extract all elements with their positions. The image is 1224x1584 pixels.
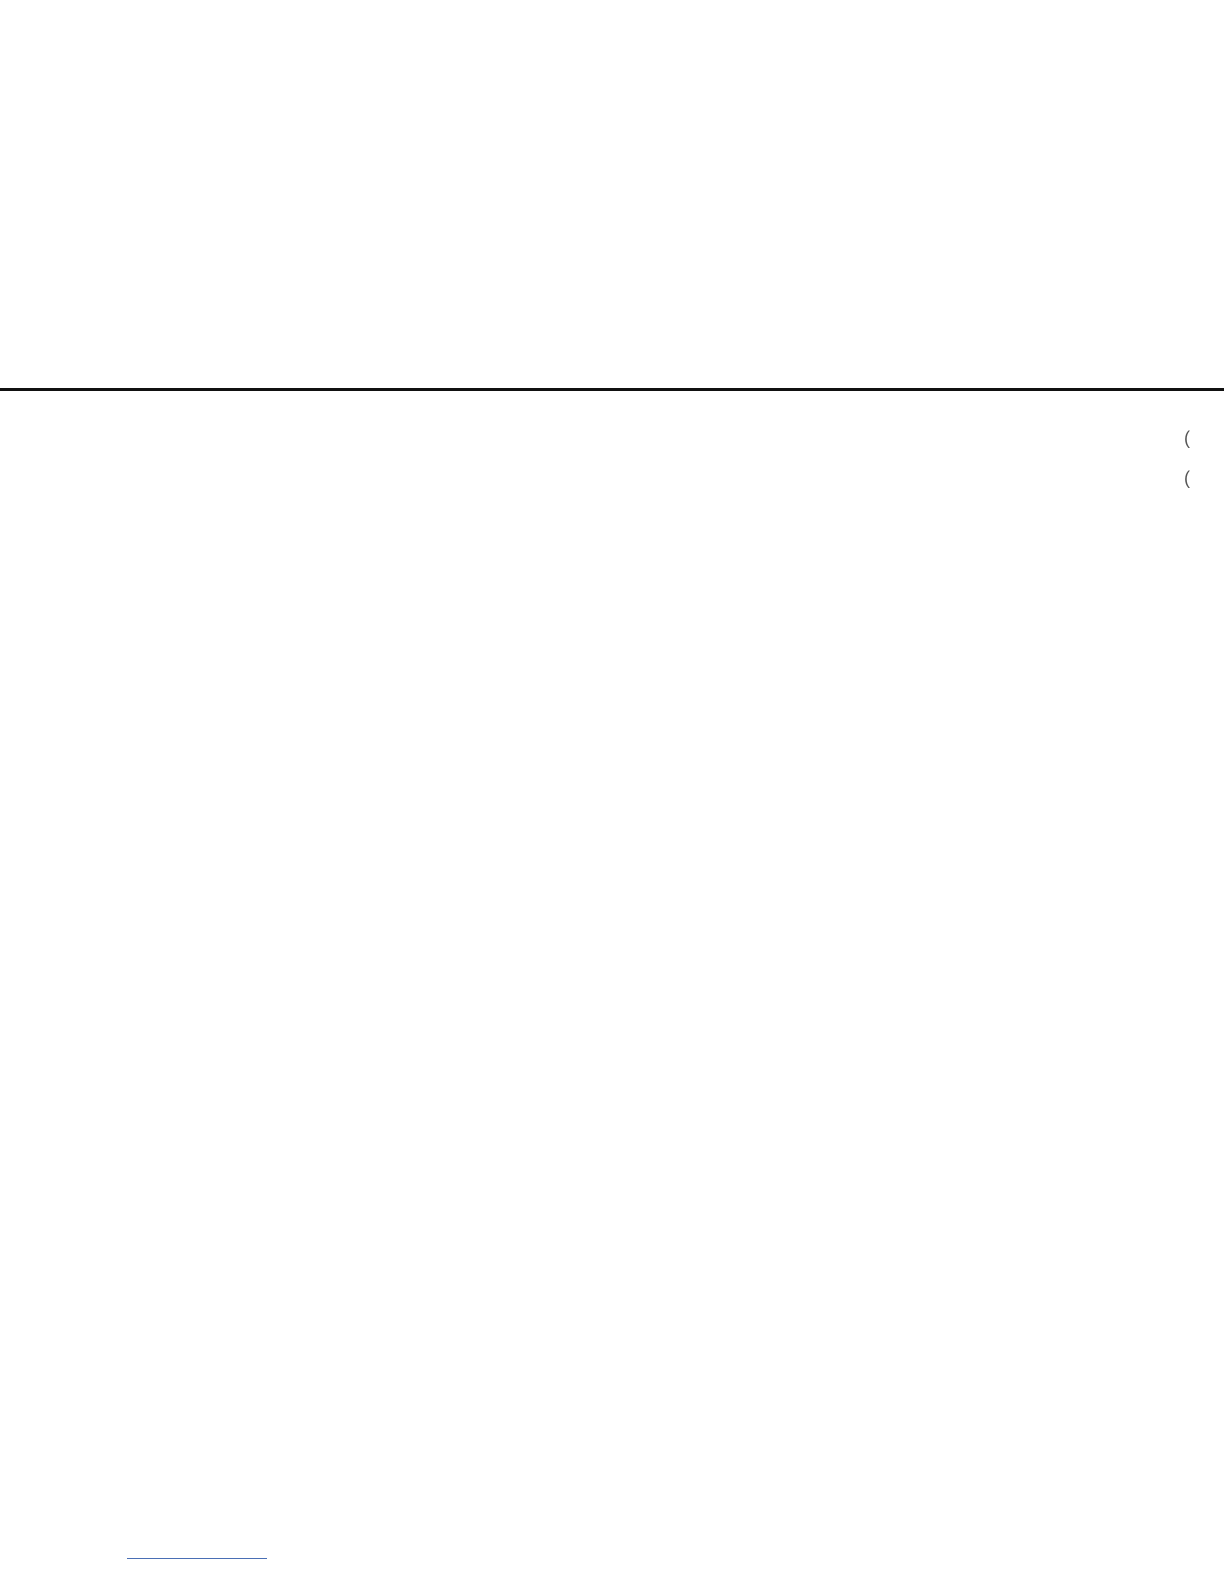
header-rule: [0, 388, 1224, 391]
binding-mark: (: [1184, 428, 1190, 448]
binding-mark: (: [1184, 468, 1190, 488]
footer-link-line: [127, 1558, 267, 1559]
